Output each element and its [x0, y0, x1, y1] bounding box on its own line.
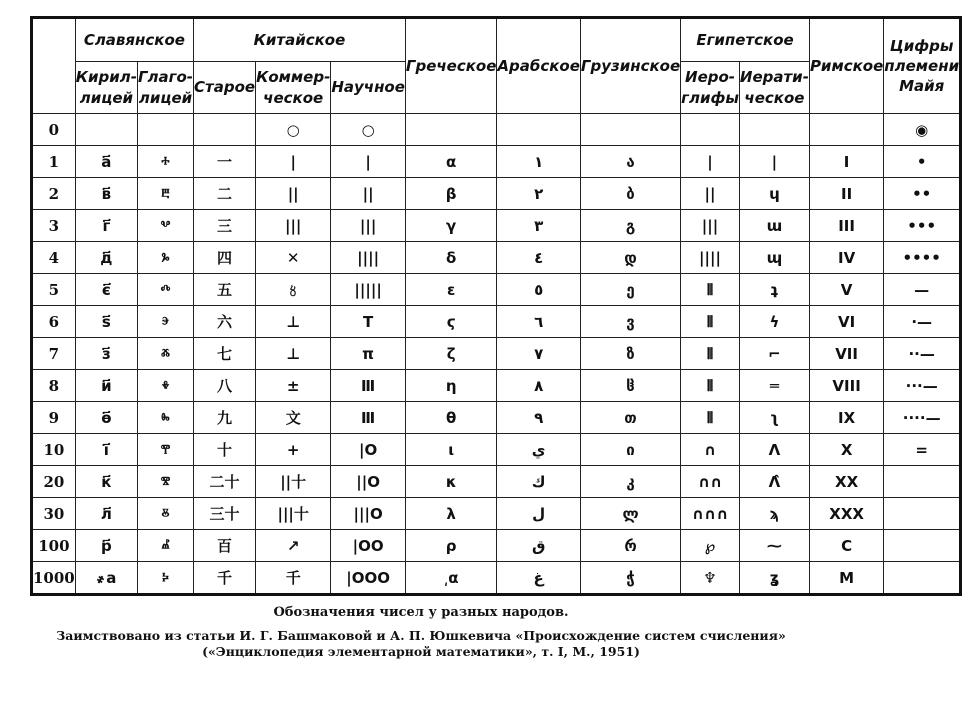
subheader-glagolitic: Глаго-лицей	[137, 62, 193, 114]
group-header-chinese: Китайское	[194, 18, 406, 62]
cell-roman: II	[809, 178, 883, 210]
cell-old: 四	[194, 242, 256, 274]
cell-arab: ١	[497, 146, 581, 178]
caption-title: Обозначения чисел у разных народов.	[273, 605, 569, 620]
cell-arab: ٣	[497, 210, 581, 242]
cell-old	[194, 114, 256, 146]
cell-hiero: ⦀	[681, 274, 740, 306]
cell-cyr: г҃	[75, 210, 137, 242]
cell-geo: დ	[580, 242, 680, 274]
group-header-greek: Греческое	[405, 18, 497, 114]
table-row	[32, 242, 961, 274]
cell-sci: ○	[331, 114, 406, 146]
row-label: 5	[32, 274, 76, 306]
cell-old: 九	[194, 402, 256, 434]
cell-sci: ||O	[331, 466, 406, 498]
cell-sci: Ⅲ	[331, 402, 406, 434]
header-row-groups	[32, 18, 961, 62]
cell-geo: ე	[580, 274, 680, 306]
cell-old: 八	[194, 370, 256, 402]
row-label: 9	[32, 402, 76, 434]
cell-hiero: ||||	[681, 242, 740, 274]
cell-roman	[809, 114, 883, 146]
cell-arab: ٩	[497, 402, 581, 434]
cell-geo: ვ	[580, 306, 680, 338]
cell-hieratic: ϟ	[739, 306, 809, 338]
cell-roman: VI	[809, 306, 883, 338]
row-label: 1000	[32, 562, 76, 595]
group-header-slavic: Славянское	[75, 18, 193, 62]
cell-hieratic: ɯ	[739, 210, 809, 242]
cell-roman: XX	[809, 466, 883, 498]
cell-geo: ზ	[580, 338, 680, 370]
cell-geo: ი	[580, 434, 680, 466]
cell-hiero: ⦀	[681, 370, 740, 402]
cell-sci: |||O	[331, 498, 406, 530]
cell-greek: ε	[405, 274, 497, 306]
cell-old: 百	[194, 530, 256, 562]
cell-greek: ζ	[405, 338, 497, 370]
cell-sci: ||||	[331, 242, 406, 274]
cell-geo: ლ	[580, 498, 680, 530]
cell-hiero: ℘	[681, 530, 740, 562]
cell-cyr: а҃	[75, 146, 137, 178]
table-body	[32, 114, 961, 595]
cell-hieratic: ʅ	[739, 402, 809, 434]
table-row	[32, 114, 961, 146]
cell-arab: ٢	[497, 178, 581, 210]
table-row	[32, 562, 961, 595]
cell-maya: ·—	[884, 306, 961, 338]
row-label: 8	[32, 370, 76, 402]
cell-hieratic: ʓ	[739, 562, 809, 595]
table-row	[32, 210, 961, 242]
cell-arab: ل	[497, 498, 581, 530]
cell-maya: =	[884, 434, 961, 466]
cell-old: 七	[194, 338, 256, 370]
cell-hieratic: ⌐	[739, 338, 809, 370]
group-header-egyptian: Египетское	[681, 18, 810, 62]
table-row	[32, 466, 961, 498]
cell-old: 三十	[194, 498, 256, 530]
cell-greek: α	[405, 146, 497, 178]
cell-cyr: ѳ҃	[75, 402, 137, 434]
cell-roman: V	[809, 274, 883, 306]
cell-hiero: |||	[681, 210, 740, 242]
cell-arab: ٨	[497, 370, 581, 402]
cell-roman: XXX	[809, 498, 883, 530]
cell-greek: η	[405, 370, 497, 402]
cell-geo: გ	[580, 210, 680, 242]
table-row	[32, 402, 961, 434]
cell-arab: ق	[497, 530, 581, 562]
cell-sci: Ⅲ	[331, 370, 406, 402]
cell-geo: ბ	[580, 178, 680, 210]
cell-com: 千	[256, 562, 331, 595]
cell-cyr: з҃	[75, 338, 137, 370]
cell-com: ±	[256, 370, 331, 402]
cell-glag	[137, 114, 193, 146]
cell-glag: ⰶ	[137, 338, 193, 370]
cell-cyr: д҃	[75, 242, 137, 274]
cell-com: ✕	[256, 242, 331, 274]
row-label: 2	[32, 178, 76, 210]
cell-geo: ა	[580, 146, 680, 178]
cell-cyr: і҃	[75, 434, 137, 466]
cell-roman: I	[809, 146, 883, 178]
cell-com: |	[256, 146, 331, 178]
cell-glag: ⰲ	[137, 210, 193, 242]
cell-hieratic: |	[739, 146, 809, 178]
cell-cyr: ҂а	[75, 562, 137, 595]
cell-cyr	[75, 114, 137, 146]
cell-geo: ჱ	[580, 370, 680, 402]
cell-arab	[497, 114, 581, 146]
row-label: 3	[32, 210, 76, 242]
cell-sci: ||	[331, 178, 406, 210]
cell-greek: κ	[405, 466, 497, 498]
cell-cyr: и҃	[75, 370, 137, 402]
cell-greek: β	[405, 178, 497, 210]
cell-greek: θ	[405, 402, 497, 434]
table-row	[32, 306, 961, 338]
cell-arab: ٤	[497, 242, 581, 274]
cell-com: ||十	[256, 466, 331, 498]
cell-com: ⊥	[256, 306, 331, 338]
cell-greek: δ	[405, 242, 497, 274]
cell-sci: |OOO	[331, 562, 406, 595]
table-row	[32, 178, 961, 210]
cell-geo: რ	[580, 530, 680, 562]
cell-maya: •••	[884, 210, 961, 242]
cell-hieratic: ═	[739, 370, 809, 402]
cell-arab: ٦	[497, 306, 581, 338]
cell-hiero: ⦀	[681, 402, 740, 434]
row-label: 100	[32, 530, 76, 562]
cell-hiero: ♆	[681, 562, 740, 595]
cell-roman: VII	[809, 338, 883, 370]
cell-glag: ⰳ	[137, 242, 193, 274]
table-row	[32, 274, 961, 306]
subheader-hieroglyphs: Иеро-глифы	[681, 62, 740, 114]
row-label: 6	[32, 306, 76, 338]
subheader-old: Старое	[194, 62, 256, 114]
cell-sci: |OO	[331, 530, 406, 562]
group-header-maya: Цифры племени Майя	[884, 18, 961, 114]
cell-hieratic: ɰ	[739, 242, 809, 274]
cell-roman: C	[809, 530, 883, 562]
cell-old: 一	[194, 146, 256, 178]
group-header-arabic: Арабское	[497, 18, 581, 114]
cell-maya	[884, 562, 961, 595]
cell-greek: ϛ	[405, 306, 497, 338]
cell-glag: ⰱ	[137, 178, 193, 210]
cell-arab: ي	[497, 434, 581, 466]
cell-glag: ⰹ	[137, 434, 193, 466]
cell-old: 五	[194, 274, 256, 306]
cell-roman: X	[809, 434, 883, 466]
caption-source: Заимствовано из статьи И. Г. Башмаковой и А. П. Юшкевича «Происхождение систем счисления» («Энциклопедия элементарной математики», т. I, М., 1951)	[56, 628, 786, 660]
cell-sci: |||	[331, 210, 406, 242]
table-row	[32, 146, 961, 178]
row-label: 30	[32, 498, 76, 530]
cell-sci: |||||	[331, 274, 406, 306]
cell-com: 〥	[256, 274, 331, 306]
cell-old: 千	[194, 562, 256, 595]
row-label: 20	[32, 466, 76, 498]
cell-maya: ••	[884, 178, 961, 210]
cell-cyr: р҃	[75, 530, 137, 562]
cell-geo	[580, 114, 680, 146]
cell-hiero: ⦀	[681, 338, 740, 370]
cell-hiero	[681, 114, 740, 146]
table-row	[32, 530, 961, 562]
cell-maya: —	[884, 274, 961, 306]
row-label: 7	[32, 338, 76, 370]
cell-arab: ٧	[497, 338, 581, 370]
cell-arab: ك	[497, 466, 581, 498]
subheader-commercial: Коммер-ческое	[256, 62, 331, 114]
cell-roman: III	[809, 210, 883, 242]
cell-sci: π	[331, 338, 406, 370]
cell-sci: |O	[331, 434, 406, 466]
cell-hiero: |	[681, 146, 740, 178]
cell-glag: ⰽ	[137, 562, 193, 595]
cell-old: 二十	[194, 466, 256, 498]
cell-hieratic: Λ̂	[739, 466, 809, 498]
cell-geo: თ	[580, 402, 680, 434]
cell-glag: ⰼ	[137, 530, 193, 562]
cell-glag: ⰻ	[137, 498, 193, 530]
cell-greek	[405, 114, 497, 146]
number-systems-table-container	[30, 16, 962, 596]
cell-com: ||	[256, 178, 331, 210]
cell-glag: ⰰ	[137, 146, 193, 178]
cell-maya: ····—	[884, 402, 961, 434]
cell-roman: IV	[809, 242, 883, 274]
cell-cyr: л҃	[75, 498, 137, 530]
cell-hiero: ⦀	[681, 306, 740, 338]
table-row	[32, 338, 961, 370]
cell-maya: ···—	[884, 370, 961, 402]
cell-maya	[884, 530, 961, 562]
cell-arab: ٥	[497, 274, 581, 306]
cell-greek: ρ	[405, 530, 497, 562]
cell-maya: ◉	[884, 114, 961, 146]
subheader-hieratic: Иерати-ческое	[739, 62, 809, 114]
cell-glag: ⰵ	[137, 306, 193, 338]
table-row	[32, 434, 961, 466]
subheader-cyrillic: Кирил-лицей	[75, 62, 137, 114]
cell-glag: ⰺ	[137, 466, 193, 498]
cell-com: +	[256, 434, 331, 466]
cell-glag: ⰸ	[137, 402, 193, 434]
cell-cyr: в҃	[75, 178, 137, 210]
row-label: 4	[32, 242, 76, 274]
cell-geo: კ	[580, 466, 680, 498]
cell-cyr: є҃	[75, 274, 137, 306]
cell-com: |||十	[256, 498, 331, 530]
cell-maya	[884, 466, 961, 498]
cell-greek: ͵α	[405, 562, 497, 595]
cell-old: 三	[194, 210, 256, 242]
row-label: 1	[32, 146, 76, 178]
cell-sci: T	[331, 306, 406, 338]
cell-greek: λ	[405, 498, 497, 530]
cell-cyr: к҃	[75, 466, 137, 498]
group-header-georgian: Грузинское	[580, 18, 680, 114]
cell-maya: •	[884, 146, 961, 178]
number-systems-table	[30, 16, 962, 596]
cell-hieratic	[739, 114, 809, 146]
cell-com: ○	[256, 114, 331, 146]
table-row	[32, 370, 961, 402]
cell-hieratic: ϡ	[739, 498, 809, 530]
cell-roman: VIII	[809, 370, 883, 402]
cell-old: 十	[194, 434, 256, 466]
cell-roman: IX	[809, 402, 883, 434]
cell-hieratic: Λ	[739, 434, 809, 466]
cell-old: 二	[194, 178, 256, 210]
cell-com: |||	[256, 210, 331, 242]
subheader-scientific: Научное	[331, 62, 406, 114]
cell-hieratic: ʇ	[739, 274, 809, 306]
cell-geo: ჭ	[580, 562, 680, 595]
table-row	[32, 498, 961, 530]
cell-com: 文	[256, 402, 331, 434]
cell-roman: M	[809, 562, 883, 595]
cell-hiero: ||	[681, 178, 740, 210]
row-label: 0	[32, 114, 76, 146]
cell-com: ⊥	[256, 338, 331, 370]
cell-sci: |	[331, 146, 406, 178]
cell-old: 六	[194, 306, 256, 338]
cell-arab: غ	[497, 562, 581, 595]
cell-com: ↗	[256, 530, 331, 562]
cell-glag: ⰷ	[137, 370, 193, 402]
cell-glag: ⰴ	[137, 274, 193, 306]
cell-hiero: ∩∩∩	[681, 498, 740, 530]
cell-hieratic: ɥ	[739, 178, 809, 210]
cell-greek: ι	[405, 434, 497, 466]
cell-hiero: ∩∩	[681, 466, 740, 498]
cell-greek: γ	[405, 210, 497, 242]
corner-cell	[32, 18, 76, 114]
group-header-roman: Римское	[809, 18, 883, 114]
cell-maya: ··—	[884, 338, 961, 370]
cell-hiero: ∩	[681, 434, 740, 466]
row-label: 10	[32, 434, 76, 466]
cell-hieratic: ⁓	[739, 530, 809, 562]
cell-cyr: ѕ҃	[75, 306, 137, 338]
cell-maya: ••••	[884, 242, 961, 274]
cell-maya	[884, 498, 961, 530]
